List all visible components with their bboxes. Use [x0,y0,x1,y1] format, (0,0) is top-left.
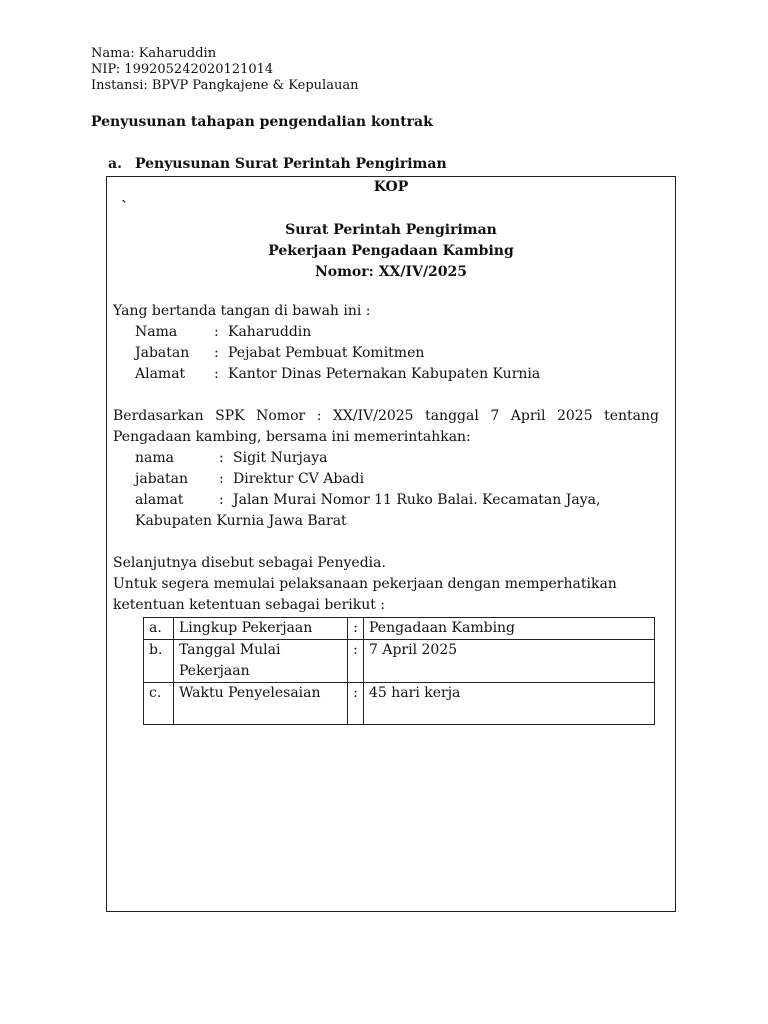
term-sep: : [348,618,364,640]
letterhead-placeholder: KOP [373,179,409,195]
subsection-heading [108,156,447,172]
author-institution: Instansi: BPVP Pangkajene & Kepulauan [91,78,359,93]
recipient-row [135,490,600,511]
signer-value: Kantor Dinas Peternakan Kabupaten Kurnia [228,366,541,382]
term-number: c. [144,683,174,725]
section-title: Penyusunan tahapan pengendalian kontrak [91,114,433,130]
table-row [144,640,655,683]
letter-title-line-2: Pekerjaan Pengadaan Kambing [268,243,514,259]
term-number: b. [144,640,174,683]
stray-mark: ` [121,199,128,215]
recipient-key: alamat [135,492,184,508]
subsection-number: a. [108,156,122,172]
recipient-sep: : [219,492,224,508]
recipient-value: Direktur CV Abadi [233,471,365,487]
author-name: Nama: Kaharuddin [91,46,217,61]
signer-row [135,364,540,385]
author-info [91,46,358,94]
signer-sep: : [214,366,219,382]
letter-title [107,220,675,283]
recipient-value: Sigit Nurjaya [233,450,328,466]
recipient-address-continued: Kabupaten Kurnia Jawa Barat [135,513,347,529]
recipient-details [135,448,600,532]
term-value: 7 April 2025 [364,640,655,683]
letter-number: Nomor: XX/IV/2025 [314,264,468,280]
author-nip: NIP: 199205242020121014 [91,62,274,77]
signer-sep: : [214,324,219,340]
signer-key: Alamat [135,366,186,382]
signer-row [135,322,540,343]
term-label: Lingkup Pekerjaan [174,618,348,640]
subsection-title: Penyusunan Surat Perintah Pengiriman [135,156,447,172]
provider-text: Selanjutnya disebut sebagai Penyedia. [113,555,386,571]
signer-value: Pejabat Pembuat Komitmen [228,345,425,361]
signer-key: Nama [135,324,178,340]
recipient-row [135,448,600,469]
term-label: Tanggal Mulai Pekerjaan [174,640,348,683]
basis-line-1: Berdasarkan SPK Nomor : XX/IV/2025 tanggal 7 April 2025 tentang [113,408,659,424]
instruction-line-1: Untuk segera memulai pelaksanaan pekerjaan dengan memperhatikan [113,576,617,592]
letter-box [106,176,676,912]
table-row [144,683,655,725]
recipient-value: Jalan Murai Nomor 11 Ruko Balai. Kecamatan Jaya, [233,492,601,508]
term-value: 45 hari kerja [364,683,655,725]
term-number: a. [144,618,174,640]
recipient-key: nama [135,450,174,466]
recipient-key: jabatan [135,471,188,487]
signer-row [135,343,540,364]
signer-details [135,322,540,385]
term-label: Waktu Penyelesaian [174,683,348,725]
term-sep: : [348,640,364,683]
signer-sep: : [214,345,219,361]
recipient-sep: : [219,471,224,487]
term-value: Pengadaan Kambing [364,618,655,640]
terms-table [143,617,655,725]
basis-line-2: Pengadaan kambing, bersama ini memerintahkan: [113,429,471,445]
instruction-line-2: ketentuan ketentuan sebagai berikut : [113,597,386,613]
recipient-sep: : [219,450,224,466]
term-sep: : [348,683,364,725]
table-row [144,618,655,640]
recipient-row [135,469,600,490]
intro-text: Yang bertanda tangan di bawah ini : [113,303,371,319]
signer-value: Kaharuddin [228,324,312,340]
signer-key: Jabatan [135,345,190,361]
letter-title-line-1: Surat Perintah Pengiriman [285,222,497,238]
